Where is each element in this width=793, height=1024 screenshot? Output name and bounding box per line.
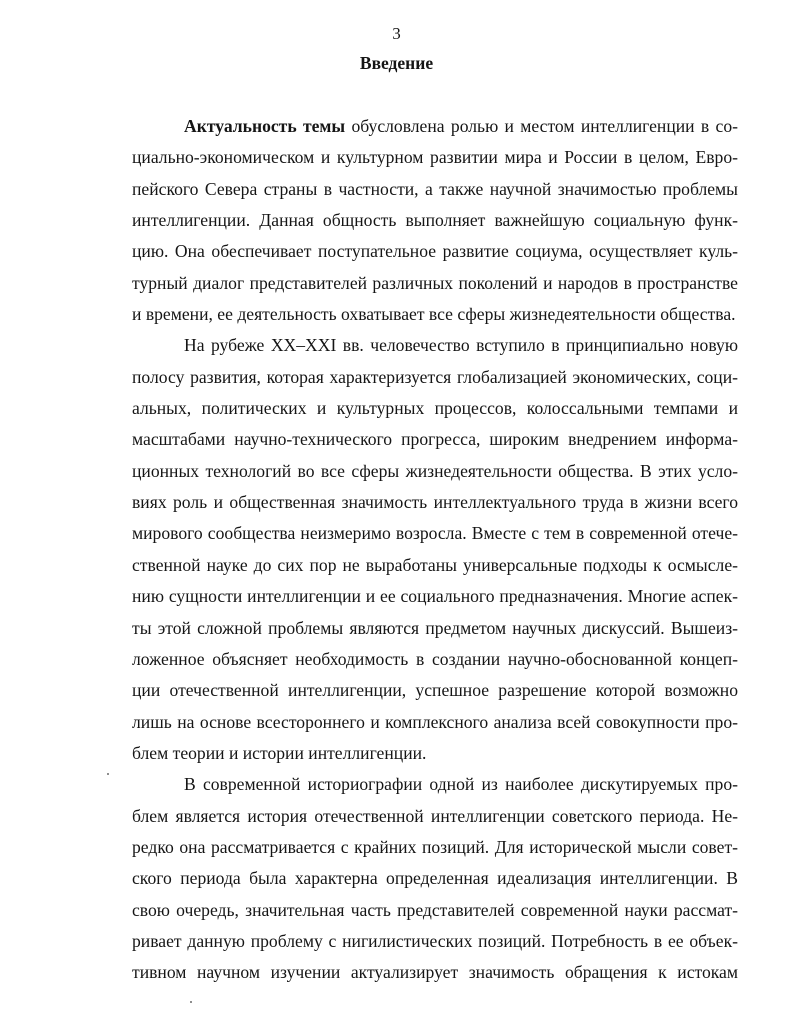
text-line: циально-экономическом и культурном развитии мира и России в целом, Евро- [132,147,738,168]
text-line: блем теории и истории интеллигенции. [132,742,427,763]
text-line: пейского Севера страны в частности, а также научной значимостью проблемы [132,178,738,199]
scan-speck [107,773,109,775]
text-line: ственной науке до сих пор не выработаны универсальные подходы к осмысле- [132,554,738,575]
text-line: Актуальность темы обусловлена ролью и местом интеллигенции в со- [184,116,738,136]
text-line: лишь на основе всестороннего и комплексного анализа всей совокупности про- [132,711,738,732]
body-text [132,111,738,989]
page-number: 3 [392,24,401,43]
paragraph [132,769,738,988]
lead-term: Актуальность темы [184,116,346,136]
text-line: нию сущности интеллигенции и ее социального предназначения. Многие аспек- [132,586,738,607]
text-line: и времени, ее деятельность охватывает все сферы жизнедеятельности общества. [132,304,736,325]
text-line: полосу развития, которая характеризуется глобализацией экономических, соци- [132,366,738,387]
text-line: редко она рассматривается с крайних позиций. Для исторической мысли совет- [132,836,738,857]
text-line: ции отечественной интеллигенции, успешное разрешение которой возможно [132,680,738,701]
text-line: ционных технологий во все сферы жизнедеятельности общества. В этих усло- [132,460,738,481]
paragraph [132,111,738,330]
text-line: интеллигенции. Данная общность выполняет важнейшую социальную функ- [132,210,738,231]
text-line: виях роль и общественная значимость интеллектуального труда в жизни всего [132,492,738,513]
section-heading: Введение [359,53,434,73]
text-line: ты этой сложной проблемы являются предметом научных дискуссий. Вышеиз- [132,617,738,638]
scan-speck [190,1001,192,1003]
text-line: мирового сообщества неизмеримо возросла. Вместе с тем в современной отече- [132,523,738,544]
text-line: тивном научном изучении актуализирует значимость обращения к истокам [132,962,738,983]
text-line: ривает данную проблему с нигилистических позиций. Потребность в ее объек- [132,930,738,951]
text-line: свою очередь, значительная часть представителей современной науки рассмат- [132,899,738,920]
paragraph [132,330,738,769]
text-line: На рубеже XX–XXI вв. человечество вступило в принципиально новую [184,335,738,356]
text-line: турный диалог представителей различных поколений и народов в пространстве [132,272,738,293]
text-line: ского периода была характерна определенная идеализация интеллигенции. В [132,868,738,889]
text-line: цию. Она обеспечивает поступательное развитие социума, осуществляет куль- [132,241,738,262]
text-line: блем является история отечественной интеллигенции советского периода. Не- [132,805,738,826]
text-line: альных, политических и культурных процессов, колоссальными темпами и [132,398,738,419]
text-line: ложенное объясняет необходимость в создании научно-обоснованной концеп- [132,648,738,669]
text-line: В современной историографии одной из наиболее дискутируемых про- [184,774,738,795]
text-line: масштабами научно-технического прогресса, широким внедрением информа- [132,429,738,450]
